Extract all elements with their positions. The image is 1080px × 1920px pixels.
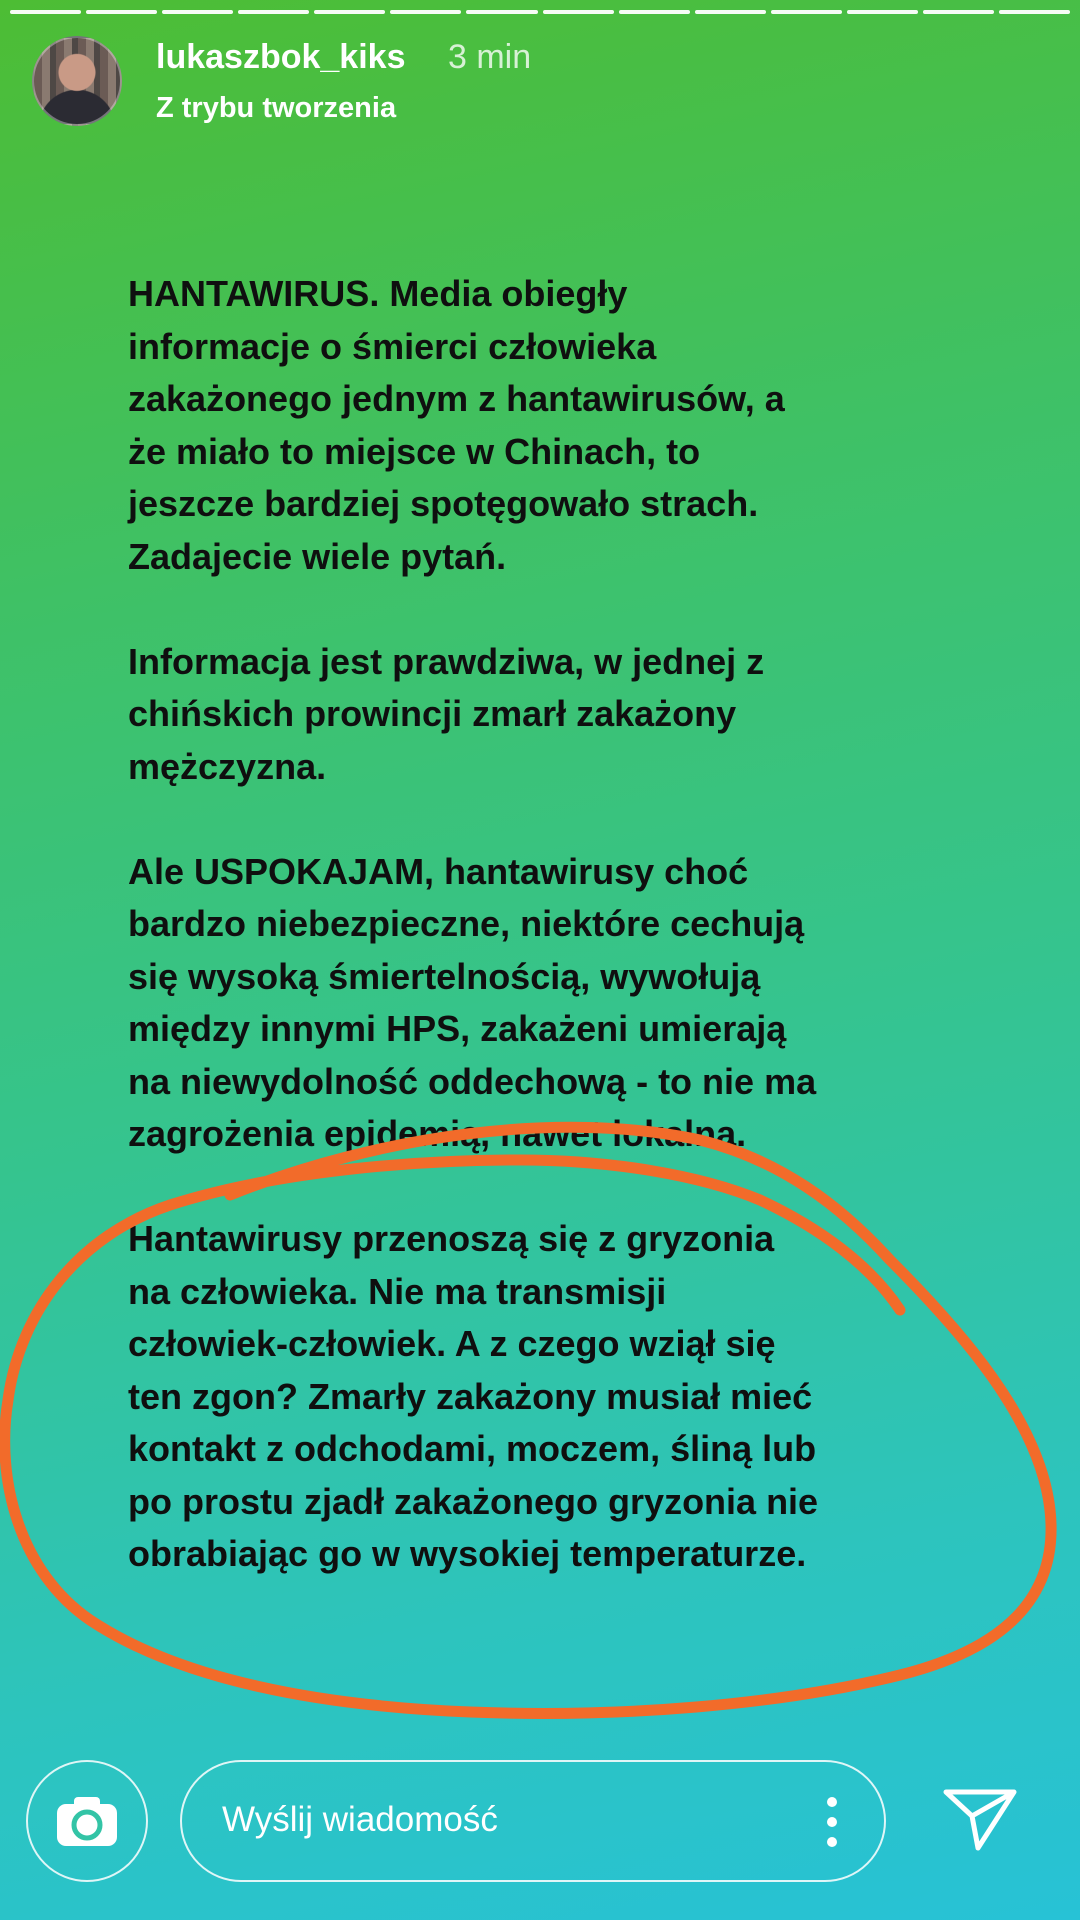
- story-progress-bar: [10, 10, 1070, 14]
- message-placeholder: Wyślij wiadomość: [222, 1800, 498, 1839]
- username[interactable]: lukaszbok_kiks: [156, 38, 406, 76]
- progress-segment: [314, 10, 385, 14]
- camera-icon: [54, 1794, 120, 1848]
- progress-segment: [238, 10, 309, 14]
- post-time: 3 min: [448, 38, 532, 76]
- progress-segment: [695, 10, 766, 14]
- progress-segment: [619, 10, 690, 14]
- more-vertical-icon[interactable]: [826, 1796, 838, 1848]
- progress-segment: [771, 10, 842, 14]
- progress-segment: [86, 10, 157, 14]
- story-text: [128, 268, 988, 1633]
- avatar[interactable]: [32, 36, 122, 126]
- story-source-label: Z trybu tworzenia: [156, 92, 397, 124]
- progress-segment: [466, 10, 537, 14]
- story-header: [32, 34, 1048, 134]
- paragraph-3: Ale USPOKAJAM, hantawirusy choć bardzo niebezpieczne, niektóre cechują się wysoką śmiertelnością, wywołują między innymi HPS, zakażeni umierają na niewydolność oddechową - to nie ma zagrożenia epidemią, nawet lokalną.: [128, 850, 817, 1154]
- send-icon[interactable]: [942, 1784, 1018, 1854]
- camera-button[interactable]: [26, 1760, 148, 1882]
- progress-segment: [543, 10, 614, 14]
- reply-bar: [0, 1750, 1080, 1890]
- progress-segment: [847, 10, 918, 14]
- progress-segment: [390, 10, 461, 14]
- paragraph-1: HANTAWIRUS. Media obiegły informacje o śmierci człowieka zakażonego jednym z hantawirusów, a że miało to miejsce w Chinach, to jeszcze bardziej spotęgowało strach. Zadajecie wiele pytań.: [128, 273, 785, 577]
- progress-segment: [999, 10, 1070, 14]
- progress-segment: [162, 10, 233, 14]
- paragraph-4: Hantawirusy przenoszą się z gryzonia na człowieka. Nie ma transmisji człowiek-człowiek. A z czego wziął się ten zgon? Zmarły zakażony musiał mieć kontakt z odchodami, moczem, śliną lub po prostu zjadł zakażonego gryzonia nie obrabiając go w wysokiej temperaturze.: [128, 1218, 819, 1574]
- progress-segment: [10, 10, 81, 14]
- progress-segment: [923, 10, 994, 14]
- message-input[interactable]: [180, 1760, 886, 1882]
- paragraph-2: Informacja jest prawdziwa, w jednej z chińskich prowincji zmarł zakażony mężczyzna.: [128, 640, 765, 787]
